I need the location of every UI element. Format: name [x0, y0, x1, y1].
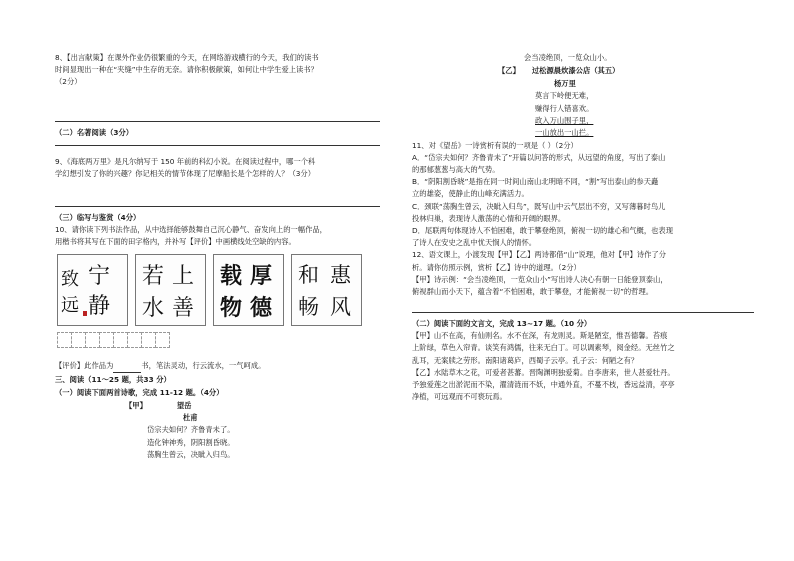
- cal-char: 宁: [88, 264, 111, 290]
- poem-1-title: 望岳: [176, 400, 192, 410]
- q11-option-b-1: B．“阴阳割昏晓”是指在同一时间山南山北明暗不同，“割”写出泰山的参天矗: [412, 177, 659, 187]
- evaluation-line: [55, 360, 380, 372]
- poem-2-title-line: [498, 64, 754, 77]
- cal-char: 风: [330, 295, 351, 320]
- cal-char: 厚: [250, 263, 273, 290]
- q12-example-2: 俯视群山而小天下，蕴含着“不怕困难，敢于攀登，才能俯视一切”的哲理。: [412, 287, 654, 297]
- q10-line-2: 用楷书将其写在下面的田字格内，并补写【评价】中画横线处空缺的内容。: [55, 237, 296, 247]
- q11-stem: 11、对《望岳》一诗赏析有误的一项是（ ）（2分）: [412, 140, 578, 150]
- cal-char: 致: [61, 269, 79, 291]
- answer-line: [412, 312, 754, 313]
- q8-line-2: 时间显现出一种在“夹缝”中生存的无奈。请你积极献策，如何让中学生爱上读书？: [55, 65, 318, 75]
- q8-line-1: 8、【出言献策】在课外作业仍很繁重的今天，在网络游戏横行的今天，我们的读书: [55, 53, 319, 62]
- tianzige-grid[interactable]: [57, 332, 380, 348]
- calligraphy-work-1: [57, 254, 128, 326]
- poem-2-line: 莫言下岭便无难，: [535, 91, 594, 101]
- cal-char: 善: [172, 296, 195, 322]
- cal-char: 畅: [298, 295, 319, 320]
- poem-1-author: 杜甫: [183, 412, 198, 422]
- left-column: [55, 52, 380, 461]
- answer-line: [55, 121, 380, 122]
- poem-2-title: 过松源晨炊漆公店（其五）: [531, 66, 620, 76]
- cal-char: 德: [250, 295, 273, 322]
- eval-prefix: 【评价】此作品为: [55, 361, 114, 371]
- poem-1-title-line: [125, 399, 380, 412]
- prose-b-line: 净植，可远观而不可亵玩焉。: [412, 392, 507, 402]
- sub-section-1-heading: （一）阅读下面两首诗歌，完成 11-12 题。（4分）: [55, 387, 224, 397]
- cal-char: 静: [88, 294, 111, 320]
- right-column: [412, 52, 754, 403]
- grid-cell[interactable]: [85, 332, 100, 348]
- grid-cell[interactable]: [113, 332, 128, 348]
- grid-cell[interactable]: [71, 332, 86, 348]
- q11-option-a-2: 的那郁葱葱与高大的气势。: [412, 165, 500, 174]
- poem-1-line: 荡胸生曾云，决眦入归鸟。: [147, 449, 235, 459]
- prose-b-line: 予独爱莲之出淤泥而不染，濯清涟而不妖，中通外直，不蔓不枝，香远益清，亭亭: [412, 380, 675, 390]
- poem-1-last-line: 会当凌绝顶，一览众山小。: [524, 53, 612, 62]
- cal-char: 上: [172, 264, 195, 290]
- q9-line-2: 学幻想引发了你的兴趣？你记相关的情节体现了尼摩船长是个怎样的人？（3分）: [55, 168, 316, 178]
- poem-2: [535, 90, 754, 139]
- grid-cell[interactable]: [155, 332, 170, 348]
- answer-line: [55, 206, 380, 207]
- divider: [55, 145, 380, 146]
- section-3-heading: （三）临写与鉴赏（4分）: [55, 213, 141, 223]
- grid-cell[interactable]: [57, 332, 72, 348]
- q8-line-3: （2分）: [55, 77, 82, 87]
- calligraphy-gallery: [57, 254, 380, 326]
- q11-option-a-1: A．“岱宗夫如何？齐鲁青未了”开篇以问答的形式，从远望的角度，写出了泰山: [412, 152, 666, 162]
- cal-char: 物: [220, 295, 243, 322]
- eval-blank[interactable]: [113, 363, 141, 373]
- calligraphy-work-4: [291, 254, 362, 326]
- cal-char: 水: [142, 296, 165, 322]
- calligraphy-work-2: [135, 254, 206, 326]
- q12-line-2: 析。请你仿照示例，赏析【乙】诗中的道理。（2分）: [412, 262, 581, 272]
- poem-2-line: 政入万山围子里，: [535, 116, 594, 125]
- poem-2-line: 一山放出一山拦。: [535, 128, 594, 138]
- cal-char: 若: [142, 264, 165, 290]
- seal-stamp: [83, 311, 87, 316]
- q9-line-1: 9、《海底两万里》是凡尔纳写于 150 年前的科幻小说。在阅读过程中，哪一个科: [55, 156, 316, 166]
- poem-2-author: 杨万里: [554, 79, 576, 89]
- poem-1: [125, 399, 380, 461]
- q11-option-d-2: 了诗人在安史之乱中忧天悯人的情怀。: [412, 238, 537, 248]
- q11-option-d-1: D．尾联两句体现诗人不怕困难，敢于攀登绝顶，俯视一切的雄心和气概，也表现: [412, 226, 674, 236]
- q12-example-1: 【甲】诗示例：“会当凌绝顶，一览众山小”写出诗人决心有朝一日能登顶泰山，: [412, 274, 668, 284]
- poem-2-tag: 【乙】: [498, 66, 520, 76]
- poem-1-line: 造化钟神秀，阴阳割昏晓。: [147, 437, 235, 447]
- cal-char: 载: [220, 263, 243, 290]
- cal-char: 和: [298, 263, 319, 288]
- prose-b-line: 【乙】水陆草木之花，可爱者甚蕃。晋陶渊明独爱菊。自李唐来，世人甚爱牡丹。: [412, 367, 675, 377]
- sub-section-2-heading: （二）阅读下面的文言文，完成 13~17 题。（10 分）: [412, 319, 592, 329]
- q11-option-b-2: 立的雄姿，使静止的山峰充满活力。: [412, 189, 529, 199]
- prose-a-line: 【甲】山不在高，有仙则名。水不在深，有龙则灵。斯是陋室，惟吾德馨。苔痕: [412, 331, 668, 341]
- calligraphy-work-3: [213, 254, 284, 326]
- q12-line-1: 12、语文课上，小渡发现【甲】【乙】两诗都借“山”说理，他对【甲】诗作了分: [412, 250, 666, 260]
- reading-heading: 三、阅读（11～25 题，共33 分）: [55, 374, 171, 384]
- prose-a-line: 乱耳，无案牍之劳形。南阳诸葛庐，西蜀子云亭。孔子云：何陋之有？: [412, 355, 639, 365]
- eval-suffix: 书，笔法灵动，行云流水，一气呵成。: [141, 361, 266, 371]
- cal-char: 惠: [330, 263, 351, 288]
- q11-option-c-1: C．颈联“荡胸生曾云，决眦入归鸟”，既写山中云气层出不穷，又写薄暮时鸟儿: [412, 201, 666, 211]
- q10-line-1: 10、请你读下列书法作品，从中选择能够鼓舞自己沉心静气、奋发向上的一幅作品，: [55, 225, 327, 235]
- cal-char: 远: [61, 295, 79, 317]
- grid-cell[interactable]: [99, 332, 114, 348]
- poem-2-line: 赚得行人错喜欢。: [535, 103, 594, 113]
- q11-option-c-2: 投林归巢，表现诗人激荡的心情和开阔的眼界。: [412, 213, 566, 223]
- grid-cell[interactable]: [141, 332, 156, 348]
- poem-1-tag: 【甲】: [125, 400, 147, 410]
- poem-1-line: 岱宗夫如何？齐鲁青未了。: [147, 425, 235, 435]
- grid-cell[interactable]: [127, 332, 142, 348]
- prose-a-line: 上阶绿，草色入帘青。谈笑有鸿儒，往来无白丁。可以调素琴，阅金经。无丝竹之: [412, 343, 675, 353]
- section-2-heading: （二）名著阅读（3分）: [55, 127, 134, 137]
